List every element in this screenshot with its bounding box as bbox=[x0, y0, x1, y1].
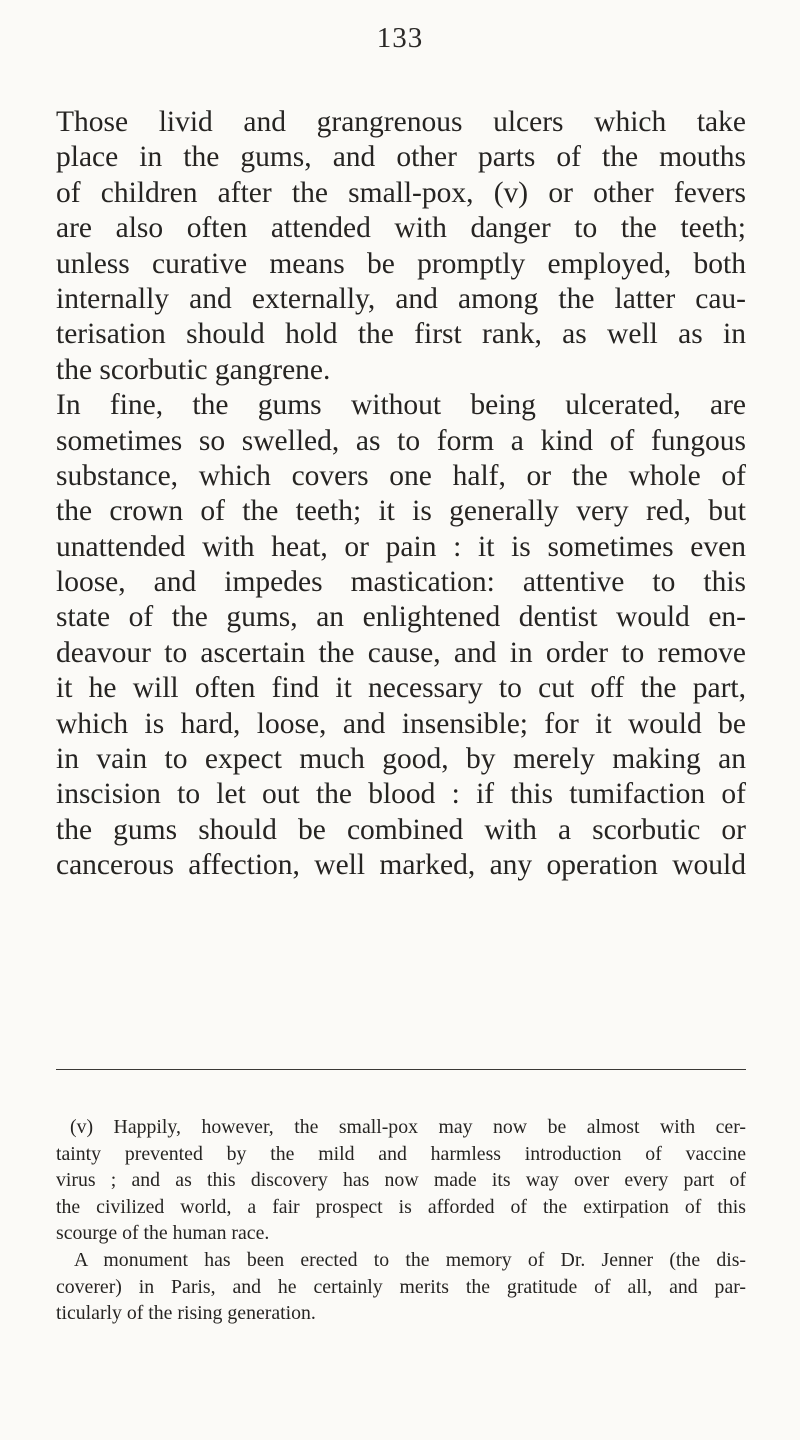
footnote bbox=[56, 1114, 746, 1327]
footnote-line: (v) Happily, however, the small-pox may now be almost with cer- bbox=[70, 1116, 746, 1138]
body-line: the gums should be combined with a scorbutic or bbox=[56, 813, 746, 846]
footnote-line: tainty prevented by the mild and harmless introduction of vaccine bbox=[56, 1142, 746, 1165]
body-line: internally and externally, and among the latter cau- bbox=[56, 282, 746, 315]
footnote-divider bbox=[56, 1069, 746, 1070]
footnote-line: A monument has been erected to the memory of Dr. Jenner (the dis- bbox=[74, 1248, 746, 1271]
body-line: the scorbutic gangrene. bbox=[56, 353, 331, 386]
footnote-line: coverer) in Paris, and he certainly merits the gratitude of all, and par- bbox=[56, 1275, 746, 1298]
body-line: the crown of the teeth; it is generally very red, but bbox=[56, 495, 746, 528]
footnote-line: scourge of the human race. bbox=[56, 1222, 270, 1245]
body-line: substance, which covers one half, or the whole of bbox=[56, 459, 746, 492]
body-line: it he will often find it necessary to cut off the part, bbox=[56, 672, 746, 705]
body-line: in vain to expect much good, by merely making an bbox=[56, 743, 746, 776]
body-line: state of the gums, an enlightened dentist would en- bbox=[56, 601, 746, 634]
footnote-line: the civilized world, a fair prospect is afforded of the extirpation of this bbox=[56, 1195, 746, 1218]
page-number: 133 bbox=[376, 22, 424, 54]
body-line: which is hard, loose, and insensible; for it would be bbox=[56, 707, 746, 740]
footnote-line: virus ; and as this discovery has now made its way over every part of bbox=[56, 1169, 746, 1192]
body-line: inscision to let out the blood : if this tumifaction of bbox=[56, 778, 746, 811]
body-line: In fine, the gums without being ulcerated, are bbox=[56, 389, 746, 422]
body-line: place in the gums, and other parts of the mouths bbox=[56, 141, 746, 174]
body-line: of children after the small-pox, (v) or other fevers bbox=[56, 176, 746, 209]
main-text bbox=[56, 105, 746, 884]
body-line: sometimes so swelled, as to form a kind of fungous bbox=[56, 424, 746, 457]
body-line: cancerous affection, well marked, any operation would bbox=[56, 849, 746, 882]
body-line: are also often attended with danger to the teeth; bbox=[56, 212, 746, 245]
body-line: Those livid and grangrenous ulcers which take bbox=[56, 106, 746, 138]
body-line: unattended with heat, or pain : it is sometimes even bbox=[56, 530, 746, 563]
footnote-line: ticularly of the rising generation. bbox=[56, 1302, 316, 1325]
body-line: terisation should hold the first rank, as well as in bbox=[56, 318, 746, 351]
body-line: loose, and impedes mastication: attentive to this bbox=[56, 566, 746, 599]
body-line: deavour to ascertain the cause, and in order to remove bbox=[56, 636, 746, 669]
body-line: unless curative means be promptly employed, both bbox=[56, 247, 746, 280]
